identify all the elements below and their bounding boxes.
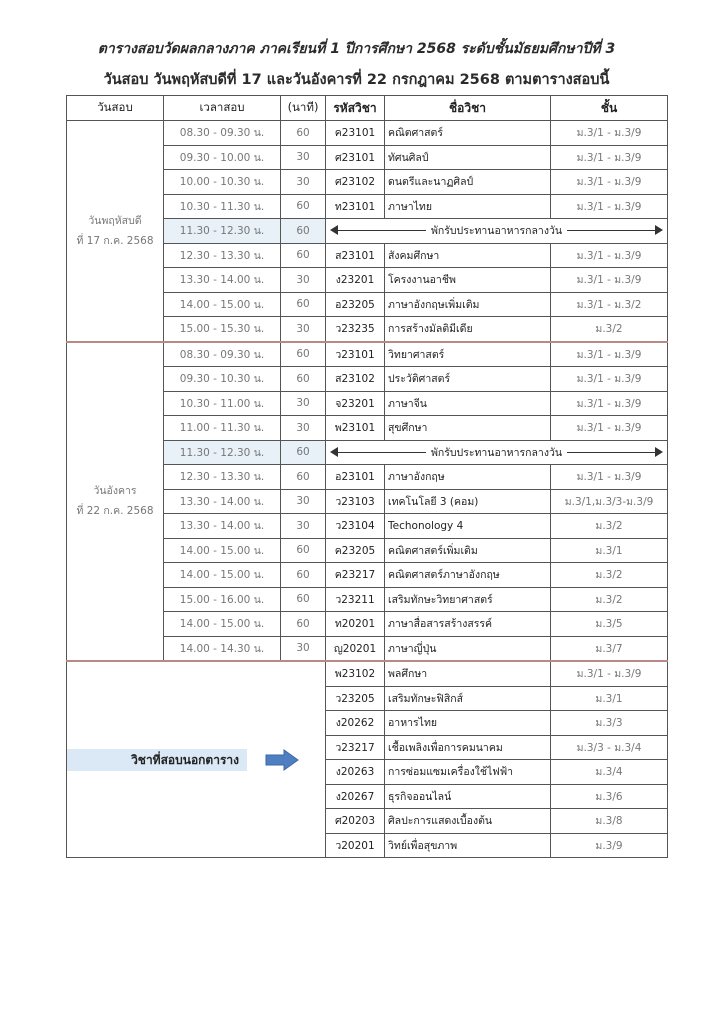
class-range: ม.3/2 <box>551 587 668 612</box>
exam-minutes: 30 <box>281 268 326 293</box>
subject-name: ภาษาญี่ปุ่น <box>385 636 551 661</box>
subject-name: เทคโนโลยี 3 (คอม) <box>385 489 551 514</box>
exam-time: 11.00 - 11.30 น. <box>164 416 281 441</box>
subject-code: ว23205 <box>326 686 385 711</box>
lunch-break-label: พักรับประทานอาหารกลางวัน <box>426 444 567 461</box>
exam-time: 10.30 - 11.00 น. <box>164 391 281 416</box>
class-range: ม.3/1 - ม.3/9 <box>551 342 668 367</box>
arrow-left-icon <box>330 225 338 235</box>
exam-time: 13.30 - 14.00 น. <box>164 268 281 293</box>
subject-code: ว23235 <box>326 317 385 342</box>
exam-time: 14.00 - 14.30 น. <box>164 636 281 661</box>
subject-name: ศิลปะการแสดงเบื้องต้น <box>385 809 551 834</box>
exam-schedule-table <box>66 95 668 858</box>
class-range: ม.3/7 <box>551 636 668 661</box>
exam-minutes: 30 <box>281 636 326 661</box>
class-range: ม.3/3 <box>551 711 668 736</box>
class-range: ม.3/1,ม.3/3-ม.3/9 <box>551 489 668 514</box>
subject-name: โครงงานอาชีพ <box>385 268 551 293</box>
lunch-break-cell <box>326 440 668 465</box>
exam-time: 14.00 - 15.00 น. <box>164 292 281 317</box>
header-exam-day: วันสอบ <box>67 96 164 121</box>
subject-code: ง20263 <box>326 760 385 785</box>
exam-minutes: 60 <box>281 219 326 244</box>
subject-name: พลศึกษา <box>385 661 551 686</box>
subject-code: ง23201 <box>326 268 385 293</box>
subject-code: ท23101 <box>326 194 385 219</box>
table-row <box>67 121 668 146</box>
subject-code: ท20201 <box>326 612 385 637</box>
subject-name: วิทยาศาสตร์ <box>385 342 551 367</box>
subject-name: เชื้อเพลิงเพื่อการคมนาคม <box>385 735 551 760</box>
exam-time: 13.30 - 14.00 น. <box>164 514 281 539</box>
class-range: ม.3/1 - ม.3/2 <box>551 292 668 317</box>
exam-minutes: 60 <box>281 194 326 219</box>
exam-time: 14.00 - 15.00 น. <box>164 612 281 637</box>
subject-code: พ23102 <box>326 661 385 686</box>
exam-time: 14.00 - 15.00 น. <box>164 538 281 563</box>
arrow-right-icon <box>655 225 663 235</box>
document-subtitle: วันสอบ วันพฤหัสบดีที่ 17 และวันอังคารที่ 22 กรกฎาคม 2568 ตามตารางสอบนี้ <box>103 72 610 88</box>
subject-name: สังคมศึกษา <box>385 243 551 268</box>
subject-code: ว23101 <box>326 342 385 367</box>
subject-code: ว23211 <box>326 587 385 612</box>
exam-minutes: 30 <box>281 391 326 416</box>
class-range: ม.3/1 - ม.3/9 <box>551 661 668 686</box>
exam-day-1: วันพฤหัสบดี ที่ 17 ก.ค. 2568 <box>67 121 164 342</box>
exam-minutes: 30 <box>281 145 326 170</box>
class-range: ม.3/1 - ม.3/9 <box>551 145 668 170</box>
exam-minutes: 60 <box>281 367 326 392</box>
table-row <box>67 661 668 686</box>
exam-minutes: 60 <box>281 587 326 612</box>
subject-name: คณิตศาสตร์เพิ่มเติม <box>385 538 551 563</box>
subject-name: ภาษาสื่อสารสร้างสรรค์ <box>385 612 551 637</box>
class-range: ม.3/1 - ม.3/9 <box>551 268 668 293</box>
exam-minutes: 60 <box>281 538 326 563</box>
exam-minutes: 60 <box>281 465 326 490</box>
exam-time: 11.30 - 12.30 น. <box>164 219 281 244</box>
subject-code: ค23217 <box>326 563 385 588</box>
exam-minutes: 30 <box>281 170 326 195</box>
exam-time: 11.30 - 12.30 น. <box>164 440 281 465</box>
subject-name: ธุรกิจออนไลน์ <box>385 784 551 809</box>
subject-name: ภาษาจีน <box>385 391 551 416</box>
table-row <box>67 342 668 367</box>
subject-name: วิทย์เพื่อสุขภาพ <box>385 833 551 858</box>
exam-minutes: 60 <box>281 440 326 465</box>
class-range: ม.3/1 - ม.3/9 <box>551 194 668 219</box>
lunch-break-label: พักรับประทานอาหารกลางวัน <box>426 222 567 239</box>
class-range: ม.3/3 - ม.3/4 <box>551 735 668 760</box>
subject-code: ส23101 <box>326 243 385 268</box>
subject-name: ภาษาไทย <box>385 194 551 219</box>
class-range: ม.3/1 - ม.3/9 <box>551 170 668 195</box>
exam-minutes: 30 <box>281 489 326 514</box>
class-range: ม.3/2 <box>551 317 668 342</box>
subject-code: ศ20203 <box>326 809 385 834</box>
exam-minutes: 60 <box>281 612 326 637</box>
exam-minutes: 30 <box>281 317 326 342</box>
document-title: ตารางสอบวัดผลกลางภาค ภาคเรียนที่ 1 ปีการศึกษา 2568 ระดับชั้นมัธยมศึกษาปีที่ 3 <box>97 41 616 57</box>
header-exam-time: เวลาสอบ <box>164 96 281 121</box>
exam-time: 14.00 - 15.00 น. <box>164 563 281 588</box>
exam-time: 08.30 - 09.30 น. <box>164 121 281 146</box>
subject-code: ง20262 <box>326 711 385 736</box>
subject-code: ค23101 <box>326 121 385 146</box>
subject-name: เสริมทักษะวิทยาศาสตร์ <box>385 587 551 612</box>
subject-name: คณิตศาสตร์ภาษาอังกฤษ <box>385 563 551 588</box>
subject-code: ค23205 <box>326 538 385 563</box>
subject-code: อ23205 <box>326 292 385 317</box>
subject-name: การซ่อมแซมเครื่องใช้ไฟฟ้า <box>385 760 551 785</box>
exam-time: 12.30 - 13.30 น. <box>164 243 281 268</box>
subject-name: การสร้างมัลติมีเดีย <box>385 317 551 342</box>
arrow-right-icon <box>655 447 663 457</box>
exam-time: 13.30 - 14.00 น. <box>164 489 281 514</box>
exam-minutes: 30 <box>281 416 326 441</box>
class-range: ม.3/1 - ม.3/9 <box>551 121 668 146</box>
subject-code: ญ20201 <box>326 636 385 661</box>
subject-name: ภาษาอังกฤษ <box>385 465 551 490</box>
exam-time: 15.00 - 16.00 น. <box>164 587 281 612</box>
class-range: ม.3/1 - ม.3/9 <box>551 367 668 392</box>
class-range: ม.3/9 <box>551 833 668 858</box>
subject-name: สุขศึกษา <box>385 416 551 441</box>
class-range: ม.3/1 <box>551 538 668 563</box>
subject-name: Techonology 4 <box>385 514 551 539</box>
header-row <box>67 96 668 121</box>
exam-minutes: 60 <box>281 563 326 588</box>
exam-minutes: 60 <box>281 243 326 268</box>
exam-time: 15.00 - 15.30 น. <box>164 317 281 342</box>
class-range: ม.3/1 - ม.3/9 <box>551 243 668 268</box>
subject-code: อ23101 <box>326 465 385 490</box>
header-subject-code: รหัสวิชา <box>326 96 385 121</box>
class-range: ม.3/6 <box>551 784 668 809</box>
subject-name: ประวัติศาสตร์ <box>385 367 551 392</box>
class-range: ม.3/1 <box>551 686 668 711</box>
exam-minutes: 30 <box>281 514 326 539</box>
subject-code: ศ23101 <box>326 145 385 170</box>
subject-code: จ23201 <box>326 391 385 416</box>
exam-time: 08.30 - 09.30 น. <box>164 342 281 367</box>
exam-time: 12.30 - 13.30 น. <box>164 465 281 490</box>
exam-time: 09.30 - 10.30 น. <box>164 367 281 392</box>
header-class: ชั้น <box>551 96 668 121</box>
subject-code: ส23102 <box>326 367 385 392</box>
off-schedule-cell <box>67 661 326 858</box>
class-range: ม.3/1 - ม.3/9 <box>551 416 668 441</box>
subject-code: ว20201 <box>326 833 385 858</box>
exam-day-2: วันอังคาร ที่ 22 ก.ค. 2568 <box>67 342 164 662</box>
exam-time: 09.30 - 10.00 น. <box>164 145 281 170</box>
subject-code: พ23101 <box>326 416 385 441</box>
right-arrow-icon <box>264 748 300 772</box>
arrow-left-icon <box>330 447 338 457</box>
class-range: ม.3/1 - ม.3/9 <box>551 391 668 416</box>
exam-minutes: 60 <box>281 342 326 367</box>
subject-code: ว23103 <box>326 489 385 514</box>
subject-code: ง20267 <box>326 784 385 809</box>
class-range: ม.3/2 <box>551 563 668 588</box>
exam-time: 10.30 - 11.30 น. <box>164 194 281 219</box>
class-range: ม.3/8 <box>551 809 668 834</box>
class-range: ม.3/4 <box>551 760 668 785</box>
subject-name: ภาษาอังกฤษเพิ่มเติม <box>385 292 551 317</box>
subject-name: อาหารไทย <box>385 711 551 736</box>
class-range: ม.3/1 - ม.3/9 <box>551 465 668 490</box>
off-schedule-label: วิชาที่สอบนอกตาราง <box>67 749 247 771</box>
subject-code: ว23217 <box>326 735 385 760</box>
exam-minutes: 60 <box>281 121 326 146</box>
subject-name: เสริมทักษะฟิสิกส์ <box>385 686 551 711</box>
subject-name: ทัศนศิลป์ <box>385 145 551 170</box>
exam-minutes: 60 <box>281 292 326 317</box>
lunch-break-cell <box>326 219 668 244</box>
class-range: ม.3/5 <box>551 612 668 637</box>
header-subject-name: ชื่อวิชา <box>385 96 551 121</box>
exam-time: 10.00 - 10.30 น. <box>164 170 281 195</box>
subject-code: ว23104 <box>326 514 385 539</box>
subject-name: ดนตรีและนาฏศิลป์ <box>385 170 551 195</box>
subject-name: คณิตศาสตร์ <box>385 121 551 146</box>
subject-code: ศ23102 <box>326 170 385 195</box>
class-range: ม.3/2 <box>551 514 668 539</box>
header-minutes: (นาที) <box>281 96 326 121</box>
